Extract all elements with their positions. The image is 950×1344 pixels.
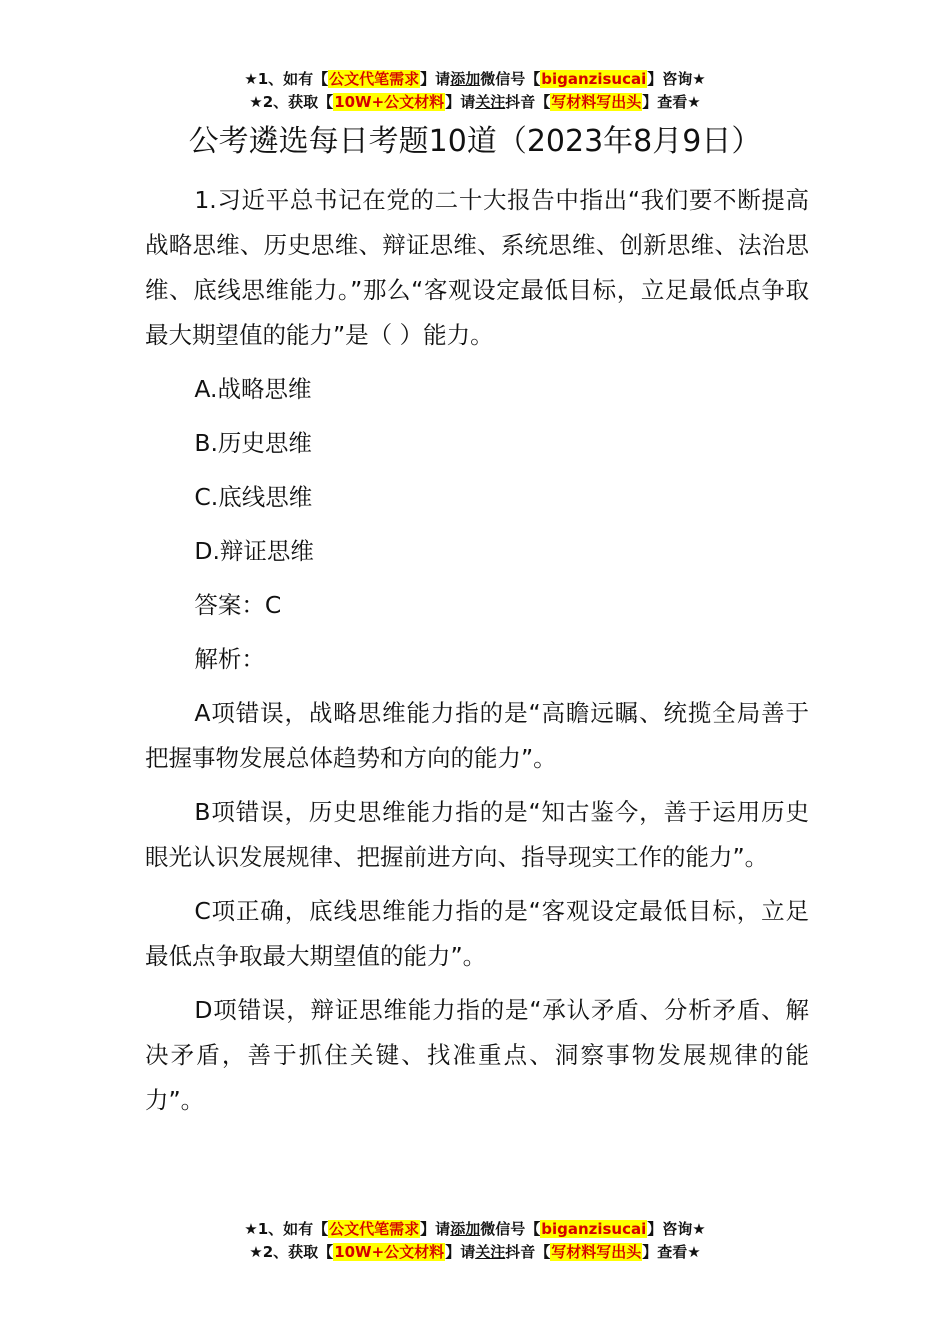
option-d: D.辩证思维 (194, 537, 314, 565)
question-stem: 1.习近平总书记在党的二十大报告中指出“我们要不断提高战略思维、历史思维、辩证思维、系统思维、创新思维、法治思维、底线思维能力。”那么“客观设定最低目标，立足最低点争取最大期望值的能力”是（ ）能力。 (145, 186, 809, 349)
banner-underlined: 关注 (475, 1243, 506, 1261)
analysis-d: D项错误，辩证思维能力指的是“承认矛盾、分析矛盾、解决矛盾，善于抓住关键、找准重点、洞察事物发展规律的能力”。 (145, 996, 809, 1114)
banner-text: 】请 (420, 1220, 451, 1238)
banner-text: 】请 (445, 1243, 476, 1261)
banner-text: 】查看★ (642, 1243, 701, 1261)
banner-underlined: 关注 (475, 93, 506, 111)
highlight-wechat-id: biganzisucai (541, 1220, 647, 1238)
highlight-materials: 10W+公文材料 (334, 93, 445, 111)
banner-text: 】请 (445, 93, 476, 111)
analysis-c: C项正确，底线思维能力指的是“客观设定最低目标，立足最低点争取最大期望值的能力”。 (145, 897, 809, 970)
highlight-materials: 10W+公文材料 (334, 1243, 445, 1261)
answer: 答案：C (194, 591, 282, 619)
banner-text: 】请 (420, 70, 451, 88)
banner-text: 微信号【 (480, 70, 541, 88)
option-a: A.战略思维 (194, 375, 312, 403)
analysis-a: A项错误，战略思维能力指的是“高瞻远瞩、统揽全局善于把握事物发展总体趋势和方向的能力”。 (145, 699, 809, 772)
highlight-douyin: 写材料写出头 (551, 1243, 642, 1261)
analysis-label: 解析： (194, 645, 265, 673)
option-b: B.历史思维 (194, 429, 312, 457)
banner-line-1 (0, 68, 950, 91)
banner-text: 抖音【 (505, 1243, 551, 1261)
analysis-b: B项错误，历史思维能力指的是“知古鉴今，善于运用历史眼光认识发展规律、把握前进方向、指导现实工作的能力”。 (145, 798, 809, 871)
banner-underlined: 添加 (450, 1220, 481, 1238)
document-body (145, 178, 809, 1132)
banner-text: 】咨询★ (647, 1220, 706, 1238)
banner-text: 抖音【 (505, 93, 551, 111)
banner-underlined: 添加 (450, 70, 481, 88)
banner-text: ★2、获取【 (249, 1243, 334, 1261)
banner-line-1 (0, 1218, 950, 1241)
banner-text: 微信号【 (480, 1220, 541, 1238)
highlight-douyin: 写材料写出头 (551, 93, 642, 111)
banner-line-2 (0, 91, 950, 114)
banner-text: 】查看★ (642, 93, 701, 111)
highlight-service: 公文代笔需求 (329, 1220, 420, 1238)
footer-banner (0, 1218, 950, 1264)
banner-text: ★1、如有【 (244, 1220, 329, 1238)
page-title: 公考遴选每日考题10道（2023年8月9日） (188, 124, 762, 159)
banner-text: ★1、如有【 (244, 70, 329, 88)
highlight-wechat-id: biganzisucai (541, 70, 647, 88)
banner-text: ★2、获取【 (249, 93, 334, 111)
option-c: C.底线思维 (194, 483, 313, 511)
banner-text: 】咨询★ (647, 70, 706, 88)
banner-line-2 (0, 1241, 950, 1264)
highlight-service: 公文代笔需求 (329, 70, 420, 88)
header-banner (0, 68, 950, 114)
